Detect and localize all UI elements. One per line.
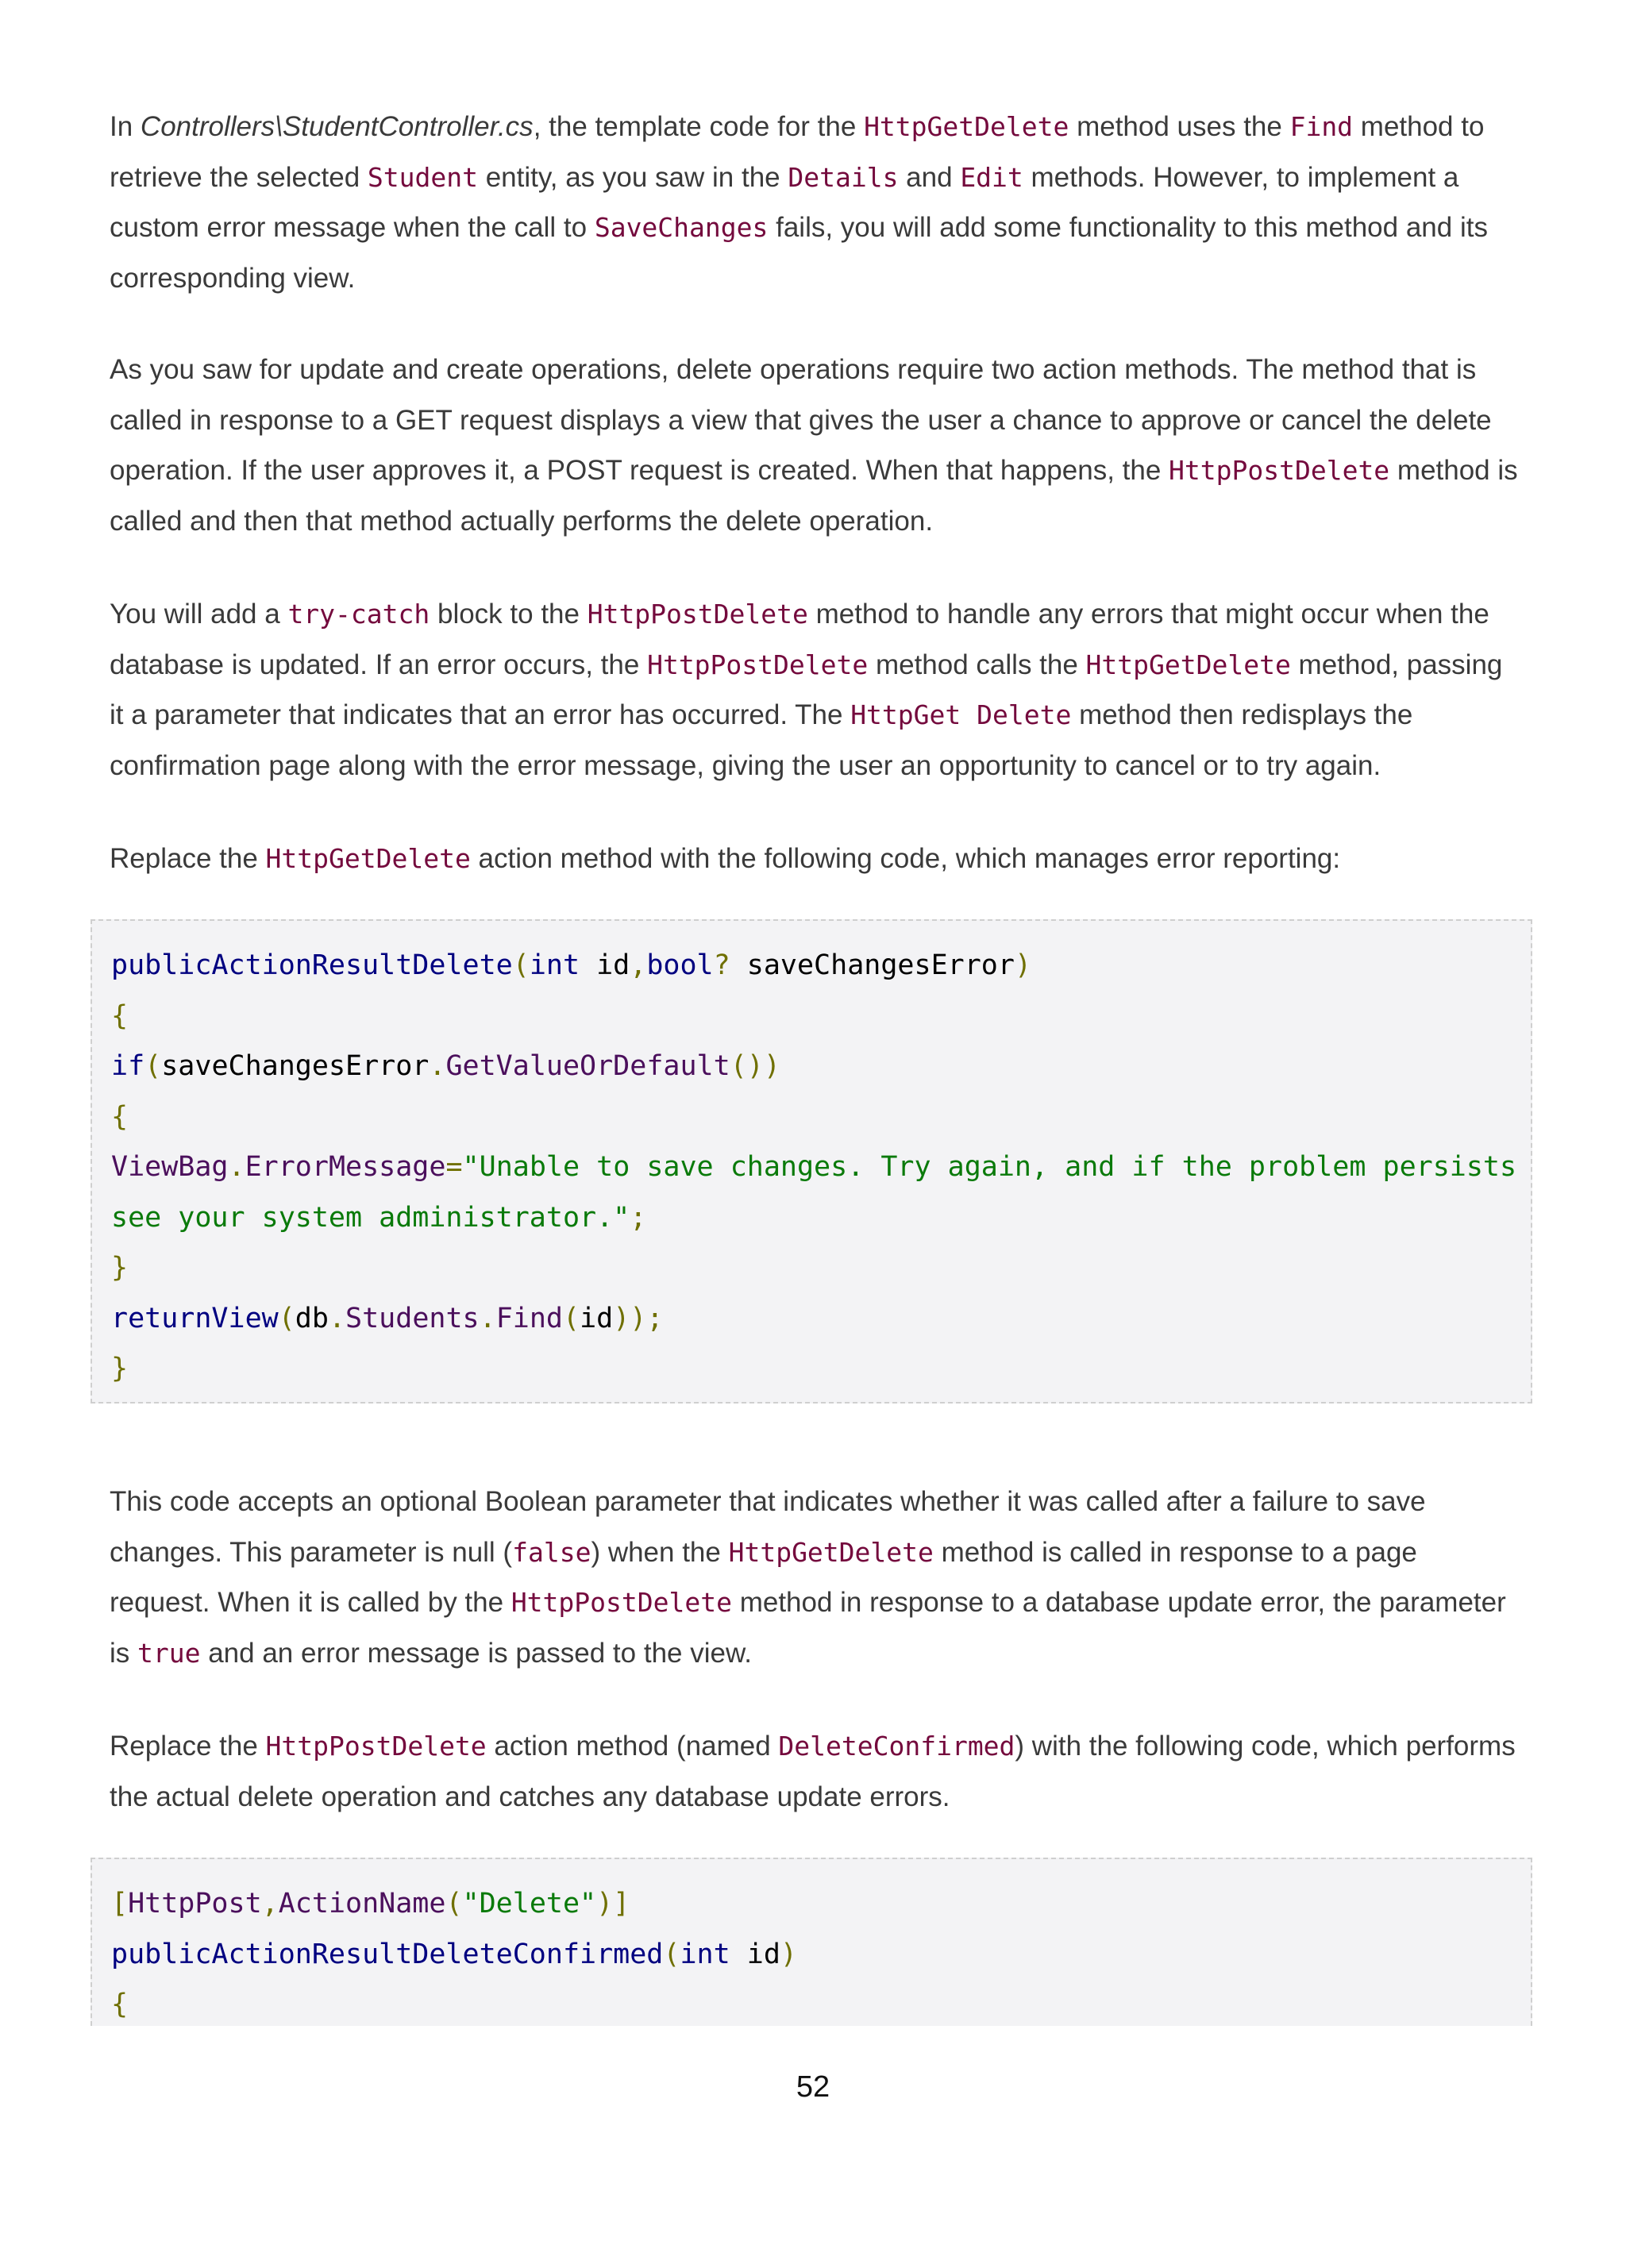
code-line: { [111, 1101, 129, 1133]
punct: ()) [730, 1050, 780, 1082]
punct: = [445, 1151, 463, 1183]
text: action method with the following code, which manages error reporting: [470, 843, 1341, 874]
code-line [111, 1293, 663, 1344]
text: Replace the [110, 1731, 266, 1762]
punct: ? [713, 949, 730, 981]
punct: ) [780, 1939, 797, 1970]
punct: . [479, 1303, 496, 1334]
text: method to retrieve the selected [110, 111, 1485, 193]
paragraph-try-catch [110, 589, 1523, 791]
punct: . [328, 1303, 346, 1334]
text: and an error message is passed to the view. [200, 1637, 753, 1669]
text: entity, as you saw in the [477, 161, 788, 193]
identifier: id [730, 1939, 780, 1970]
punct: ( [445, 1888, 463, 1920]
inline-code: HttpGet Delete [850, 699, 1072, 730]
text: method, passing it a parameter that indicates that an error has occurred. The [110, 649, 1503, 730]
paragraph-delete-methods [110, 345, 1523, 546]
text: You will add a [110, 599, 288, 630]
inline-code: SaveChanges [594, 212, 769, 243]
text: methods. However, to implement a custom error message when the call to [110, 161, 1459, 243]
punct: . [429, 1050, 446, 1082]
inline-code: DeleteConfirmed [778, 1731, 1015, 1762]
inline-code: try-catch [287, 599, 430, 630]
keyword: publicActionResultDelete [111, 949, 513, 981]
text: fails, you will add some functionality to this method and its corresponding view. [110, 212, 1488, 294]
code-block-get-delete [91, 919, 1532, 1404]
code-line: } [111, 1353, 129, 1384]
text: This code accepts an optional Boolean parameter that indicates whether it was called after a failure to save changes. This parameter is null ( [110, 1486, 1426, 1568]
text: ) with the following code, which performs the actual delete operation and catches any database update errors. [110, 1731, 1516, 1812]
punct: )] [596, 1888, 630, 1920]
code-line [111, 1878, 630, 1929]
text: ) when the [591, 1536, 729, 1568]
paragraph-intro [110, 102, 1523, 303]
keyword: returnView [111, 1303, 279, 1334]
inline-code: HttpPostDelete [647, 649, 869, 680]
string: "Delete" [462, 1888, 597, 1920]
member: GetValueOrDefault [445, 1050, 730, 1082]
inline-code: Find [1289, 111, 1354, 142]
type: ViewBag [111, 1151, 229, 1183]
punct: ( [562, 1303, 580, 1334]
text: Replace the [110, 843, 266, 874]
member: Students [345, 1303, 480, 1334]
inline-code: HttpGetDelete [728, 1536, 934, 1568]
keyword: if [111, 1050, 145, 1082]
punct: , [630, 949, 647, 981]
paragraph-replace-post [110, 1721, 1523, 1822]
text: method to handle any errors that might occur when the database is updated. If an error occurs, the [110, 599, 1489, 680]
identifier: id [580, 949, 630, 981]
inline-code: HttpGetDelete [1085, 649, 1291, 680]
inline-code: HttpPostDelete [1169, 455, 1390, 486]
inline-code: HttpGetDelete [265, 843, 471, 874]
identifier: id [580, 1303, 614, 1334]
inline-code: HttpPostDelete [265, 1731, 487, 1762]
inline-code: HttpPostDelete [587, 599, 808, 630]
text: , the template code for the [533, 111, 865, 142]
code-line [111, 1192, 646, 1243]
text: and [898, 161, 961, 193]
page-number: 52 [796, 2070, 830, 2104]
keyword: publicActionResultDeleteConfirmed [111, 1939, 664, 1970]
code-line [111, 1142, 1516, 1192]
code-line [111, 940, 1031, 991]
code-line [111, 1929, 797, 1980]
text: method in response to a database update error, the parameter is [110, 1587, 1506, 1669]
string: see your system administrator." [111, 1202, 630, 1234]
punct: . [228, 1151, 245, 1183]
code-block-post-delete [91, 1858, 1532, 2026]
punct: ; [630, 1202, 647, 1234]
code-line: } [111, 1252, 129, 1284]
text: method calls the [868, 649, 1086, 680]
inline-code: HttpGetDelete [864, 111, 1069, 142]
text: method is called in response to a page request. When it is called by the [110, 1536, 1417, 1618]
punct: ( [144, 1050, 162, 1082]
text: method is called and then that method actually performs the delete operation. [110, 455, 1518, 537]
identifier: saveChangesError [730, 949, 1015, 981]
inline-code: Details [788, 161, 899, 193]
keyword: bool [646, 949, 714, 981]
punct: ) [1014, 949, 1032, 981]
file-path: Controllers\StudentController.cs [140, 111, 534, 142]
punct: ( [663, 1939, 680, 1970]
paragraph-boolean-param [110, 1477, 1523, 1678]
attribute: ActionName [278, 1888, 446, 1920]
string: "Unable to save changes. Try again, and if the problem persists [462, 1151, 1517, 1183]
text: block to the [430, 599, 588, 630]
punct: , [261, 1888, 279, 1920]
punct: ( [278, 1303, 295, 1334]
member: Find [495, 1303, 563, 1334]
keyword: int [529, 949, 580, 981]
inline-code: HttpPostDelete [511, 1587, 732, 1618]
punct: ( [512, 949, 530, 981]
identifier: saveChangesError [161, 1050, 430, 1082]
inline-code: Edit [960, 161, 1023, 193]
code-line [111, 1041, 780, 1092]
text: action method (named [486, 1731, 779, 1762]
inline-code: false [512, 1536, 591, 1568]
text: method then redisplays the confirmation page along with the error message, giving the user an opportunity to cancel or to try again. [110, 699, 1413, 781]
punct: [ [111, 1888, 129, 1920]
text: As you saw for update and create operations, delete operations require two action methods. The method that is called in response to a GET request displays a view that gives the user a chance to approve or cancel the delete operation. If the user approves it, a POST request is created. When that happens, the [110, 354, 1492, 486]
attribute: HttpPost [128, 1888, 262, 1920]
code-line: { [111, 1000, 129, 1032]
text: In [110, 111, 141, 142]
code-line: { [111, 1989, 129, 2020]
paragraph-replace-get [110, 834, 1523, 884]
keyword: int [680, 1939, 730, 1970]
inline-code: true [137, 1637, 201, 1669]
inline-code: Student [367, 161, 478, 193]
identifier: db [295, 1303, 329, 1334]
punct: )); [613, 1303, 664, 1334]
member: ErrorMessage [245, 1151, 446, 1183]
text: method uses the [1069, 111, 1290, 142]
